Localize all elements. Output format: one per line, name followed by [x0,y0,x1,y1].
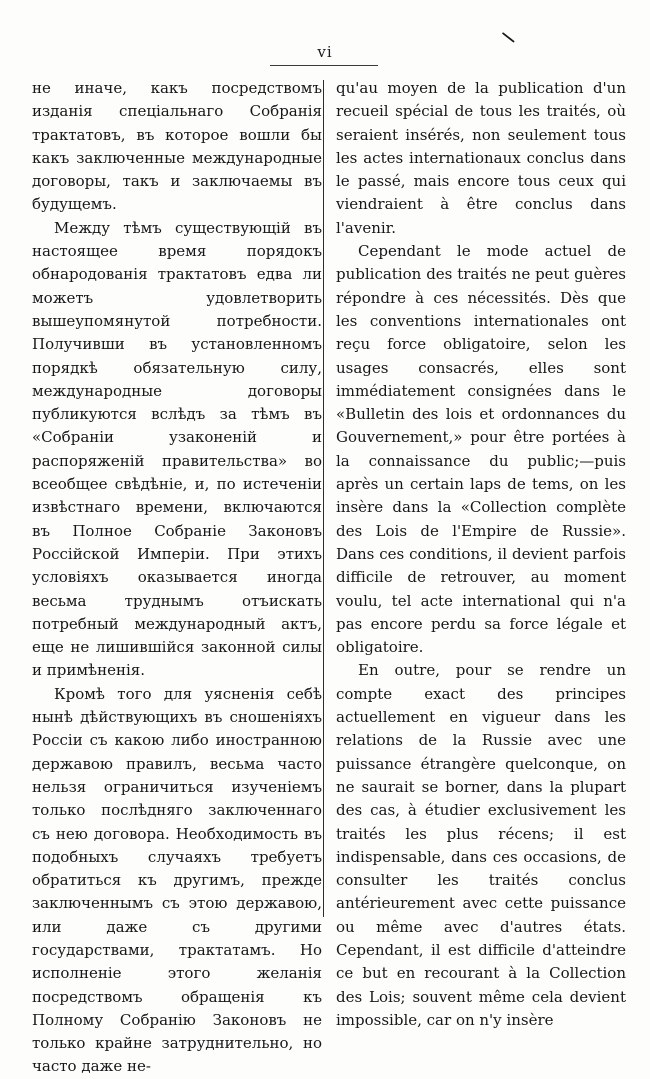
page-number: vi [317,43,333,61]
header-rule [270,65,378,66]
french-paragraph: Cependant le mode actuel de publication des traités ne peut guères répondre à ces nécessités. Dès que les conventions internationales ont reçu force obligatoire, selon les usages consacrés, elles sont immédiatement consignées dans le «Bulletin des lois et ordonnances du Gouvernement,» pour être portées à la connaissance du public;—puis après un certain laps de tems, on les insère dans la «Collection complète des Lois de l'Empire de Russie». Dans ces conditions, il devient parfois difficile de retrouver, au moment voulu, tel acte international qui n'a pas encore perdu sa force légale et obligatoire. [336,242,626,657]
french-paragraph: En outre, pour se rendre un compte exact des principes actuellement en vigueur dans les relations de la Russie avec une puissance étrangère quelconque, on ne saurait se borner, dans la plupart des cas, à étudier exclusivement les traités les plus récens; il est indispensable, dans ces occasions, de consulter les traités conclus antérieurement avec cette puissance ou même avec d'autres états. Cependant, il est difficile d'atteindre ce but en recourant à la Collection des Lois; souvent même cela devient impossible, car on n'y insère [336,661,626,1029]
russian-paragraph: Между тѣмъ существующій въ настоящее время порядокъ обнародованія трактатовъ едва ли можетъ удовлетворить вышеупомянутой потребности. Получивши въ установленномъ порядкѣ обязательную силу, международные договоры публикуются вслѣдъ за тѣмъ въ «Собраніи узаконеній и распоряженій правительства» во всеобщее свѣдѣніе, и, по истеченіи извѣстнаго времени, включаются въ Полное Собраніе Законовъ Россійской Имперіи. При этихъ условіяхъ оказывается иногда весьма труднымъ отъискать потребный международный актъ, еще не лишившійся законной силы и примѣненія. [32,218,322,680]
russian-paragraph: Кромѣ того для уясненія себѣ нынѣ дѣйствующихъ въ сношеніяхъ Россіи съ какою либо иностранною державою правилъ, весьма часто нельзя ограничиться изученіемъ только послѣдняго заключеннаго съ нею договора. Необходимость въ подобныхъ случаяхъ требуетъ обратиться къ другимъ, прежде заключеннымъ съ этою державою, или даже съ другими государствами, трактатамъ. Но исполненіе этого желанія посредствомъ обращенія къ Полному Собранію Законовъ не только крайне затруднительно, но часто даже не- [32,684,322,1076]
ink-stroke-mark [502,32,515,43]
french-paragraph-continuation: qu'au moyen de la publication d'un recueil spécial de tous les traités, où seraient insérés, non seulement tous les actes internationaux conclus dans le passé, mais encore tous ceux qui viendraient à être conclus dans l'avenir. [336,79,626,237]
left-column-russian [32,77,322,1079]
column-divider-rule [323,80,324,917]
right-column-french [336,77,626,1032]
russian-paragraph-continuation: не иначе, какъ посредствомъ изданія спеціальнаго Собранія трактатовъ, въ которое вошли бы какъ заключенные международные договоры, такъ и заключаемы въ будущемъ. [32,79,322,214]
